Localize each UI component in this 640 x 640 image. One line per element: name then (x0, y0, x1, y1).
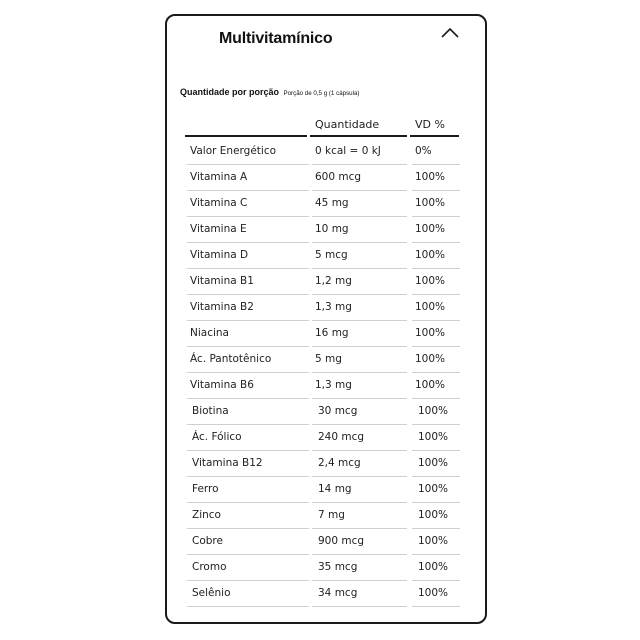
nutrient-vd: 100% (415, 327, 446, 339)
nutrient-vd: 100% (418, 457, 449, 469)
nutrient-amount: 600 mcg (315, 171, 362, 183)
chevron-up-icon (437, 22, 463, 44)
header-divider-1 (185, 135, 307, 137)
nutrient-name: Cromo (192, 561, 227, 573)
nutrient-amount: 5 mcg (315, 249, 348, 261)
nutrient-vd: 100% (415, 249, 446, 261)
table-row (167, 269, 485, 295)
panel-title: Multivitamínico (219, 30, 333, 47)
header-vd: VD % (415, 118, 445, 131)
nutrient-vd: 100% (415, 275, 446, 287)
nutrient-amount: 2,4 mcg (318, 457, 361, 469)
nutrient-amount: 1,3 mg (315, 379, 352, 391)
nutrient-vd: 100% (418, 561, 449, 573)
nutrient-vd: 100% (418, 483, 449, 495)
nutrient-vd: 100% (418, 587, 449, 599)
nutrient-name: Vitamina E (190, 223, 247, 235)
nutrient-name: Biotina (192, 405, 229, 417)
header-divider-2 (310, 135, 407, 137)
nutrient-vd: 100% (415, 353, 446, 365)
table-row (167, 425, 485, 451)
nutrient-amount: 34 mcg (318, 587, 358, 599)
table-row (167, 555, 485, 581)
nutrient-vd: 100% (418, 509, 449, 521)
nutrient-amount: 1,2 mg (315, 275, 352, 287)
nutrient-name: Cobre (192, 535, 223, 547)
nutrient-vd: 100% (415, 197, 446, 209)
row-divider (412, 606, 460, 607)
table-row (167, 373, 485, 399)
table-row (167, 347, 485, 373)
nutrient-name: Zinco (192, 509, 221, 521)
header-quantidade: Quantidade (315, 118, 380, 131)
nutrient-name: Valor Energético (190, 145, 277, 157)
nutrient-name: Vitamina B2 (190, 301, 254, 313)
table-row (167, 243, 485, 269)
nutrient-amount: 7 mg (318, 509, 345, 521)
nutrient-amount: 1,3 mg (315, 301, 352, 313)
nutrient-vd: 100% (418, 431, 449, 443)
nutrient-vd: 100% (415, 171, 446, 183)
nutrient-amount: 16 mg (315, 327, 349, 339)
table-row (167, 529, 485, 555)
nutrient-amount: 5 mg (315, 353, 342, 365)
nutrition-panel (165, 14, 487, 624)
table-row (167, 295, 485, 321)
table-row (167, 217, 485, 243)
nutrient-amount: 14 mg (318, 483, 352, 495)
nutrient-name: Ferro (192, 483, 219, 495)
nutrient-name: Selênio (192, 587, 231, 599)
nutrient-name: Vitamina C (190, 197, 248, 209)
table-row (167, 581, 485, 607)
header-divider-3 (410, 135, 459, 137)
collapse-button[interactable] (437, 22, 463, 44)
nutrient-name: Vitamina B6 (190, 379, 254, 391)
nutrient-name: Niacina (190, 327, 229, 339)
nutrient-amount: 35 mcg (318, 561, 358, 573)
nutrient-vd: 100% (415, 223, 446, 235)
nutrient-name: Ác. Pantotênico (190, 353, 272, 365)
table-row (167, 139, 485, 165)
nutrient-amount: 0 kcal = 0 kJ (315, 145, 381, 157)
row-divider (187, 606, 309, 607)
row-divider (312, 606, 407, 607)
nutrient-amount: 900 mcg (318, 535, 365, 547)
nutrient-name: Ác. Fólico (192, 431, 242, 443)
table-row (167, 165, 485, 191)
nutrient-amount: 240 mcg (318, 431, 365, 443)
portion-value: Porção de 0,5 g (1 cápsula) (283, 90, 360, 97)
portion-info (180, 82, 359, 100)
table-row (167, 451, 485, 477)
nutrient-name: Vitamina A (190, 171, 248, 183)
nutrient-amount: 30 mcg (318, 405, 358, 417)
nutrient-name: Vitamina B12 (192, 457, 263, 469)
portion-label: Quantidade por porção (180, 87, 280, 97)
table-row (167, 321, 485, 347)
table-row (167, 399, 485, 425)
nutrient-name: Vitamina B1 (190, 275, 254, 287)
nutrient-amount: 45 mg (315, 197, 349, 209)
table-row (167, 191, 485, 217)
nutrient-vd: 0% (415, 145, 432, 157)
nutrient-vd: 100% (418, 405, 449, 417)
nutrient-vd: 100% (415, 301, 446, 313)
table-row (167, 503, 485, 529)
nutrient-vd: 100% (415, 379, 446, 391)
table-row (167, 477, 485, 503)
nutrient-amount: 10 mg (315, 223, 349, 235)
nutrient-vd: 100% (418, 535, 449, 547)
nutrient-name: Vitamina D (190, 249, 249, 261)
